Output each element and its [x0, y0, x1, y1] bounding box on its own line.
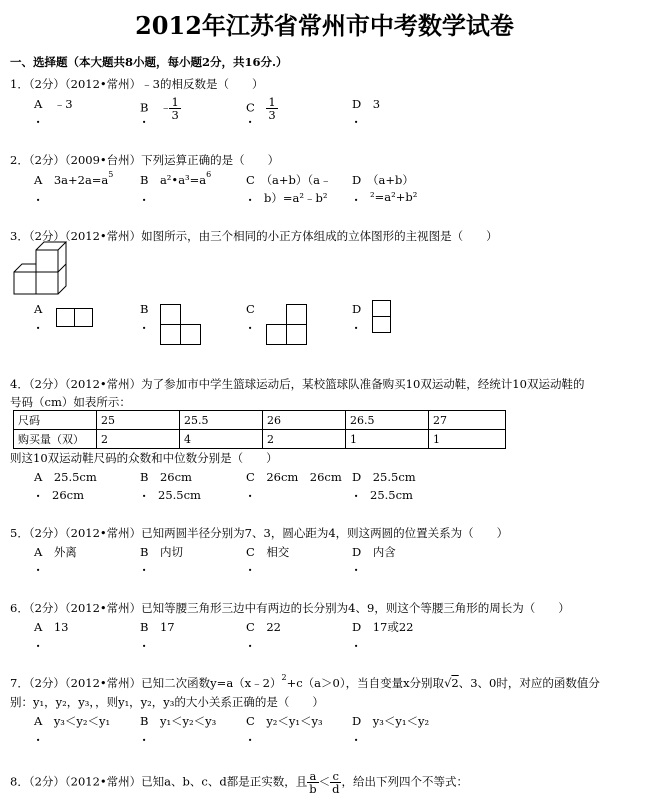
option-dot: . [248, 318, 253, 332]
q6-stem: 6．（2分）（2012•常州）已知等腰三角形三边中有两边的长分别为4、9，则这个等腰三角形的周长为（ ） [10, 601, 570, 615]
q7-stem-line1: 7．（2分）（2012•常州）已知二次函数y=a（x﹣2）$^2$+c（a＞0），当自变量x分别取√2、3、0时，对应的函数值分 [10, 673, 600, 690]
q4-option-a[interactable]: A 25.5cm [34, 470, 97, 484]
option-dot: . [142, 636, 147, 650]
table-row [14, 430, 506, 449]
q1-stem: 1．（2分）（2012•常州）﹣3的相反数是（ ） [10, 77, 264, 91]
option-dot: . [354, 730, 359, 744]
option-dot: . [248, 636, 253, 650]
option-dot: . [142, 486, 147, 500]
table-cell: 2 [263, 430, 346, 449]
q2-option-d[interactable]: D （a+b） [352, 173, 414, 187]
q6-option-c[interactable]: C 22 [246, 620, 281, 634]
table-cell: 4 [180, 430, 263, 449]
q3-option-a[interactable]: A [34, 302, 43, 316]
q4-option-b[interactable]: B 26cm [140, 470, 192, 484]
option-dot: . [36, 190, 41, 204]
q2-option-c[interactable]: C （a+b）（a﹣ [246, 173, 332, 187]
q8-stem: 8．（2分）（2012•常州）已知a、b、c、d都是正实数，且 $\frac{a}{b}$ ＜ $\frac{c}{d}$ ，给出下列四个不等式： [10, 769, 468, 796]
q5-option-d[interactable]: D 内含 [352, 545, 396, 559]
option-dot: . [248, 560, 253, 574]
q2-option-c-line2: b）=a²﹣b² [264, 191, 328, 205]
table-cell: 购买量（双） [14, 430, 97, 449]
option-dot: . [142, 190, 147, 204]
option-dot: . [36, 318, 41, 332]
q4-stem-line1: 4．（2分）（2012•常州）为了参加市中学生篮球运动后，某校篮球队准备购买10双运动鞋，经统计10双运动鞋的 [10, 377, 585, 391]
option-dot: . [36, 636, 41, 650]
option-dot: . [142, 318, 147, 332]
q5-option-a[interactable]: A 外离 [34, 545, 77, 559]
q3-option-b-figure[interactable] [160, 304, 204, 348]
q2-stem: 2．（2分）（2009•台州）下列运算正确的是（ ） [10, 153, 280, 167]
q5-option-c[interactable]: C 相交 [246, 545, 290, 559]
q5-option-b[interactable]: B 内切 [140, 545, 183, 559]
q1-option-c[interactable]: C $\frac{1}{3}$ [246, 95, 276, 122]
q4-option-a-line2: 26cm [52, 488, 84, 502]
shoe-size-table [13, 410, 506, 449]
q4-option-d[interactable]: D 25.5cm [352, 470, 416, 484]
q3-option-a-figure[interactable] [56, 308, 96, 328]
table-row [14, 411, 506, 430]
q7-option-a[interactable]: A y₃＜y₂＜y₁ [34, 714, 111, 728]
section-heading: 一、选择题（本大题共8小题，每小题2分，共16分.） [10, 55, 288, 69]
option-dot: . [248, 486, 253, 500]
option-dot: . [36, 730, 41, 744]
option-dot: . [248, 112, 253, 126]
sqrt-icon: √ [444, 676, 452, 690]
option-dot: . [354, 560, 359, 574]
q2-option-a[interactable]: A $3a+2a=a^5$ [34, 170, 114, 187]
table-cell: 27 [429, 411, 506, 430]
q4-option-c[interactable]: C 26cm 26cm [246, 470, 342, 484]
q3-stem: 3．（2分）（2012•常州）如图所示，由三个相同的小正方体组成的立体图形的主视图是（ ） [10, 229, 498, 243]
q2-option-b[interactable]: B $a^2•a^3=a^6$ [140, 170, 212, 187]
q7-stem-line2: 别：y₁，y₂，y₃，，则y₁，y₂，y₃的大小关系正确的是（ ） [10, 695, 324, 709]
q6-option-a[interactable]: A 13 [34, 620, 69, 634]
q5-stem: 5．（2分）（2012•常州）已知两圆半径分别为7、3，圆心距为4，则这两圆的位置关系为（ ） [10, 526, 509, 540]
q7-option-b[interactable]: B y₁＜y₂＜y₃ [140, 714, 217, 728]
q6-option-b[interactable]: B 17 [140, 620, 175, 634]
option-dot: . [354, 318, 359, 332]
q3-option-b[interactable]: B [140, 302, 149, 316]
table-cell: 26 [263, 411, 346, 430]
q3-option-d-figure[interactable] [372, 300, 394, 336]
table-cell: 26.5 [346, 411, 429, 430]
table-cell: 1 [429, 430, 506, 449]
q2-option-d-line2: ²=a²+b² [370, 190, 418, 204]
q1-option-d[interactable]: D 3 [352, 97, 381, 111]
q4-option-d-line2: 25.5cm [370, 488, 413, 502]
option-dot: . [36, 560, 41, 574]
q7-option-c[interactable]: C y₂＜y₁＜y₃ [246, 714, 323, 728]
option-dot: . [354, 486, 359, 500]
table-cell: 25 [97, 411, 180, 430]
option-dot: . [248, 730, 253, 744]
option-dot: . [142, 560, 147, 574]
q6-option-d[interactable]: D 17或22 [352, 620, 414, 634]
table-cell: 2 [97, 430, 180, 449]
option-dot: . [248, 190, 253, 204]
option-dot: . [354, 190, 359, 204]
option-dot: . [354, 112, 359, 126]
q3-option-d[interactable]: D [352, 302, 362, 316]
option-dot: . [36, 112, 41, 126]
q1-option-b[interactable]: B ﹣ $\frac{1}{3}$ [140, 95, 179, 122]
option-dot: . [36, 486, 41, 500]
option-dot: . [354, 636, 359, 650]
q3-option-c-figure[interactable] [266, 304, 310, 348]
option-dot: . [142, 730, 147, 744]
table-cell: 1 [346, 430, 429, 449]
cube-figure [12, 242, 72, 298]
q4-stem-line2: 号码（cm）如表所示： [10, 395, 131, 409]
q4-question: 则这10双运动鞋尺码的众数和中位数分别是（ ） [10, 451, 278, 465]
table-cell: 尺码 [14, 411, 97, 430]
q7-option-d[interactable]: D y₃＜y₁＜y₂ [352, 714, 430, 728]
table-cell: 25.5 [180, 411, 263, 430]
q3-option-c[interactable]: C [246, 302, 255, 316]
q4-option-b-line2: 25.5cm [158, 488, 201, 502]
q1-option-a[interactable]: A ﹣3 [34, 97, 73, 111]
page-title: 2012年江苏省常州市中考数学试卷 [135, 11, 514, 40]
option-dot: . [142, 112, 147, 126]
